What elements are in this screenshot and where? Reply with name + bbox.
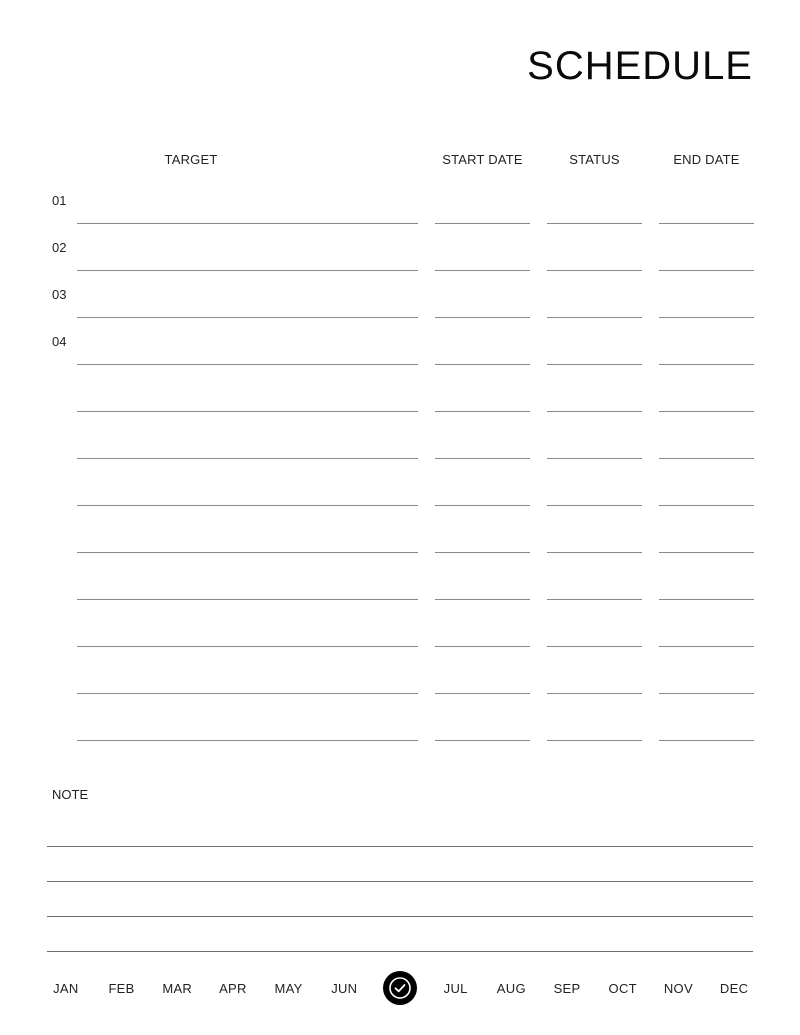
row-1-end-date-line[interactable] bbox=[659, 223, 754, 224]
month-sep[interactable]: SEP bbox=[553, 980, 581, 996]
row-3-end-date-line[interactable] bbox=[659, 317, 754, 318]
row-6-target-line[interactable] bbox=[77, 458, 418, 459]
month-jun[interactable]: JUN bbox=[331, 980, 358, 996]
row-2-status-line[interactable] bbox=[547, 270, 642, 271]
month-apr[interactable]: APR bbox=[219, 980, 247, 996]
row-4-target-line[interactable] bbox=[77, 364, 418, 365]
row-10-end-date-line[interactable] bbox=[659, 646, 754, 647]
row-11-target-line[interactable] bbox=[77, 693, 418, 694]
check-circle-badge bbox=[383, 971, 417, 1005]
row-5-end-date-line[interactable] bbox=[659, 411, 754, 412]
month-mar[interactable]: MAR bbox=[162, 980, 193, 996]
row-5-start-date-line[interactable] bbox=[435, 411, 530, 412]
note-line-1[interactable] bbox=[47, 846, 753, 847]
row-10-start-date-line[interactable] bbox=[435, 646, 530, 647]
month-feb[interactable]: FEB bbox=[108, 980, 135, 996]
row-4-status-line[interactable] bbox=[547, 364, 642, 365]
row-10-status-line[interactable] bbox=[547, 646, 642, 647]
row-number: 02 bbox=[52, 240, 67, 255]
row-4-start-date-line[interactable] bbox=[435, 364, 530, 365]
month-oct[interactable]: OCT bbox=[608, 980, 637, 996]
row-7-start-date-line[interactable] bbox=[435, 505, 530, 506]
month-aug[interactable]: AUG bbox=[496, 980, 526, 996]
row-8-start-date-line[interactable] bbox=[435, 552, 530, 553]
row-10-target-line[interactable] bbox=[77, 646, 418, 647]
row-number: 03 bbox=[52, 287, 67, 302]
row-6-status-line[interactable] bbox=[547, 458, 642, 459]
row-7-status-line[interactable] bbox=[547, 505, 642, 506]
row-12-start-date-line[interactable] bbox=[435, 740, 530, 741]
column-header-end-date: END DATE bbox=[673, 152, 740, 167]
check-icon bbox=[388, 976, 412, 1000]
row-4-end-date-line[interactable] bbox=[659, 364, 754, 365]
column-header-target: TARGET bbox=[164, 152, 218, 167]
row-9-target-line[interactable] bbox=[77, 599, 418, 600]
row-8-target-line[interactable] bbox=[77, 552, 418, 553]
row-8-status-line[interactable] bbox=[547, 552, 642, 553]
row-5-status-line[interactable] bbox=[547, 411, 642, 412]
row-9-start-date-line[interactable] bbox=[435, 599, 530, 600]
month-jan[interactable]: JAN bbox=[53, 980, 79, 996]
month-nov[interactable]: NOV bbox=[663, 980, 693, 996]
row-7-target-line[interactable] bbox=[77, 505, 418, 506]
note-line-2[interactable] bbox=[47, 881, 753, 882]
row-1-status-line[interactable] bbox=[547, 223, 642, 224]
row-2-end-date-line[interactable] bbox=[659, 270, 754, 271]
column-header-status: STATUS bbox=[569, 152, 620, 167]
row-3-status-line[interactable] bbox=[547, 317, 642, 318]
month-dec[interactable]: DEC bbox=[719, 980, 749, 996]
row-6-end-date-line[interactable] bbox=[659, 458, 754, 459]
note-label: NOTE bbox=[52, 787, 89, 802]
row-7-end-date-line[interactable] bbox=[659, 505, 754, 506]
row-6-start-date-line[interactable] bbox=[435, 458, 530, 459]
row-number: 01 bbox=[52, 193, 67, 208]
page-title: SCHEDULE bbox=[527, 44, 753, 88]
row-3-start-date-line[interactable] bbox=[435, 317, 530, 318]
row-1-start-date-line[interactable] bbox=[435, 223, 530, 224]
row-number: 04 bbox=[52, 334, 67, 349]
row-12-target-line[interactable] bbox=[77, 740, 418, 741]
row-5-target-line[interactable] bbox=[77, 411, 418, 412]
row-2-start-date-line[interactable] bbox=[435, 270, 530, 271]
row-11-start-date-line[interactable] bbox=[435, 693, 530, 694]
note-line-4[interactable] bbox=[47, 951, 753, 952]
row-2-target-line[interactable] bbox=[77, 270, 418, 271]
row-1-target-line[interactable] bbox=[77, 223, 418, 224]
month-strip bbox=[38, 968, 762, 1008]
row-11-end-date-line[interactable] bbox=[659, 693, 754, 694]
month-may[interactable]: MAY bbox=[274, 980, 303, 996]
row-9-end-date-line[interactable] bbox=[659, 599, 754, 600]
column-header-start-date: START DATE bbox=[442, 152, 523, 167]
note-line-3[interactable] bbox=[47, 916, 753, 917]
month-jul[interactable]: JUL bbox=[443, 980, 468, 996]
row-3-target-line[interactable] bbox=[77, 317, 418, 318]
row-12-end-date-line[interactable] bbox=[659, 740, 754, 741]
row-9-status-line[interactable] bbox=[547, 599, 642, 600]
row-8-end-date-line[interactable] bbox=[659, 552, 754, 553]
check-circle-icon[interactable] bbox=[372, 971, 428, 1005]
row-11-status-line[interactable] bbox=[547, 693, 642, 694]
row-12-status-line[interactable] bbox=[547, 740, 642, 741]
